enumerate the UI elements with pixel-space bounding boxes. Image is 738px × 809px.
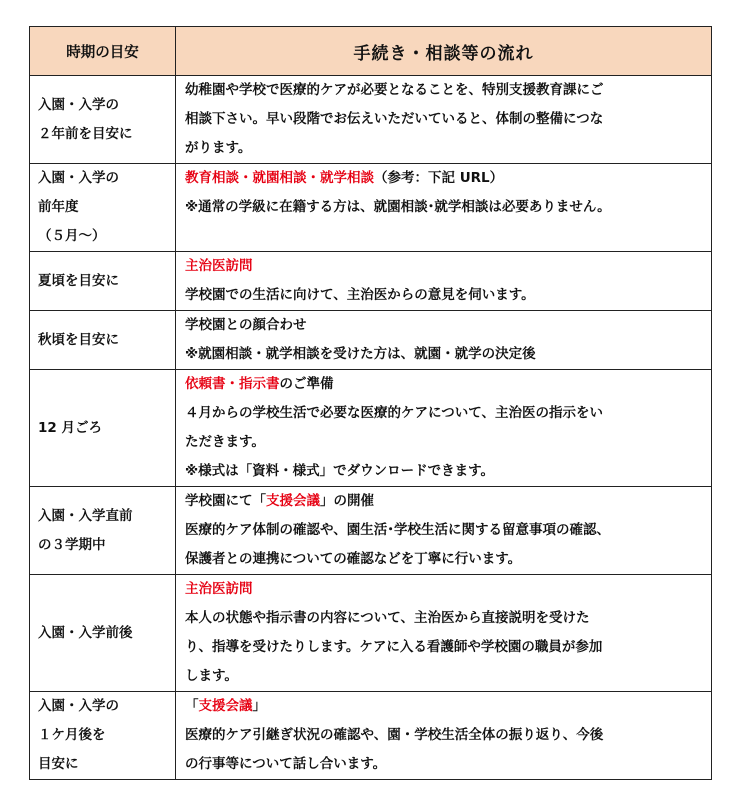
process-cell xyxy=(176,311,712,370)
process-cell xyxy=(176,487,712,575)
body-text: 相談下さい。早い段階でお伝えいただいていると、体制の整備につな xyxy=(185,111,604,127)
process-line xyxy=(185,428,705,457)
process-cell xyxy=(176,76,712,164)
highlighted-text: 教育相談・就園相談・就学相談 xyxy=(185,170,374,186)
process-line xyxy=(185,545,705,574)
body-text: ※様式は「資料・様式」でダウンロードできます。 xyxy=(185,463,495,479)
timing-cell xyxy=(30,575,176,692)
timing-line: 夏頃を目安に xyxy=(38,272,119,289)
process-line xyxy=(185,662,705,691)
process-line xyxy=(185,633,705,662)
timing-line: 12 月ごろ xyxy=(38,419,102,436)
highlighted-text: 支援会議 xyxy=(198,698,253,714)
process-line xyxy=(185,516,705,545)
timing-line: ２年前を目安に xyxy=(38,125,133,142)
body-text: します。 xyxy=(185,668,238,684)
timing-line: １ケ月後を xyxy=(38,727,106,743)
timing-cell xyxy=(30,76,176,164)
timing-line: 入園・入学前後 xyxy=(38,624,133,641)
body-text: ※就園相談・就学相談を受けた方は、就園・就学の決定後 xyxy=(185,346,536,362)
process-cell xyxy=(176,692,712,780)
process-line xyxy=(185,252,705,281)
process-line xyxy=(185,604,705,633)
timing-line: （５月～） xyxy=(38,228,106,244)
body-text: がります。 xyxy=(185,140,252,156)
process-line xyxy=(185,575,705,604)
table-row xyxy=(30,164,712,252)
body-text: ※通常の学級に在籍する方は、就園相談･就学相談は必要ありません。 xyxy=(185,199,611,215)
timing-line: 秋頃を目安に xyxy=(38,331,119,348)
header-timing: 時期の目安 xyxy=(30,27,176,76)
process-line xyxy=(185,76,705,105)
body-text: 学校園との顔合わせ xyxy=(185,317,307,333)
timing-cell xyxy=(30,164,176,252)
timing-line: の３学期中 xyxy=(38,536,106,553)
body-text: 」の開催 xyxy=(320,493,374,509)
process-cell xyxy=(176,252,712,311)
timing-cell xyxy=(30,692,176,780)
body-text: 医療的ケア体制の確認や、園生活･学校生活に関する留意事項の確認、 xyxy=(185,522,610,538)
timing-line: 入園・入学の xyxy=(38,698,119,714)
table-row xyxy=(30,252,712,311)
body-text: （参考：下記 URL） xyxy=(374,170,504,186)
timing-line: 入園・入学直前 xyxy=(38,507,133,524)
process-line xyxy=(185,750,705,779)
highlighted-text: 依頼書・指示書 xyxy=(185,376,280,392)
table-body xyxy=(30,76,712,780)
body-text: 「 xyxy=(185,698,199,714)
table-row xyxy=(30,370,712,487)
timing-line: 入園・入学の xyxy=(38,96,119,113)
timing-line: 入園・入学の xyxy=(38,170,119,186)
process-line xyxy=(185,721,705,750)
process-line xyxy=(185,399,705,428)
body-text: ４月からの学校生活で必要な医療的ケアについて、主治医の指示をい xyxy=(185,405,603,421)
process-line xyxy=(185,134,705,163)
timing-line: 目安に xyxy=(38,756,79,772)
process-cell xyxy=(176,370,712,487)
process-cell xyxy=(176,164,712,252)
body-text: 医療的ケア引継ぎ状況の確認や、園・学校生活全体の振り返り、今後 xyxy=(185,727,604,743)
body-text: 」 xyxy=(252,698,266,714)
highlighted-text: 支援会議 xyxy=(266,493,320,509)
header-process: 手続き・相談等の流れ xyxy=(176,27,712,76)
body-text: 学校園にて「 xyxy=(185,493,266,509)
process-cell xyxy=(176,575,712,692)
timing-cell xyxy=(30,311,176,370)
process-line xyxy=(185,370,705,399)
body-text: 学校園での生活に向けて、主治医からの意見を伺います。 xyxy=(185,287,535,303)
body-text: の行事等について話し合います。 xyxy=(185,756,387,772)
process-line xyxy=(185,311,705,340)
table-row xyxy=(30,76,712,164)
timing-line: 前年度 xyxy=(38,199,79,215)
table-header-row xyxy=(30,27,712,76)
process-line xyxy=(185,105,705,134)
timing-cell xyxy=(30,370,176,487)
procedure-flow-table xyxy=(29,26,712,780)
table-row xyxy=(30,311,712,370)
table-row xyxy=(30,487,712,575)
body-text: り、指導を受けたりします。ケアに入る看護師や学校園の職員が参加 xyxy=(185,639,603,655)
process-line xyxy=(185,692,705,721)
process-line xyxy=(185,487,705,516)
process-line xyxy=(185,457,705,486)
process-line xyxy=(185,340,705,369)
body-text: のご準備 xyxy=(279,376,334,392)
timing-cell xyxy=(30,252,176,311)
table-row xyxy=(30,575,712,692)
body-text: ただきます。 xyxy=(185,434,265,450)
body-text: 保護者との連携についての確認などを丁寧に行います。 xyxy=(185,551,522,567)
highlighted-text: 主治医訪問 xyxy=(185,258,253,274)
process-line xyxy=(185,193,705,222)
timing-cell xyxy=(30,487,176,575)
process-line xyxy=(185,164,705,193)
highlighted-text: 主治医訪問 xyxy=(185,581,253,597)
process-line xyxy=(185,281,705,310)
body-text: 幼稚園や学校で医療的ケアが必要となることを、特別支援教育課にご xyxy=(185,82,604,98)
table-row xyxy=(30,692,712,780)
body-text: 本人の状態や指示書の内容について、主治医から直接説明を受けた xyxy=(185,610,590,626)
